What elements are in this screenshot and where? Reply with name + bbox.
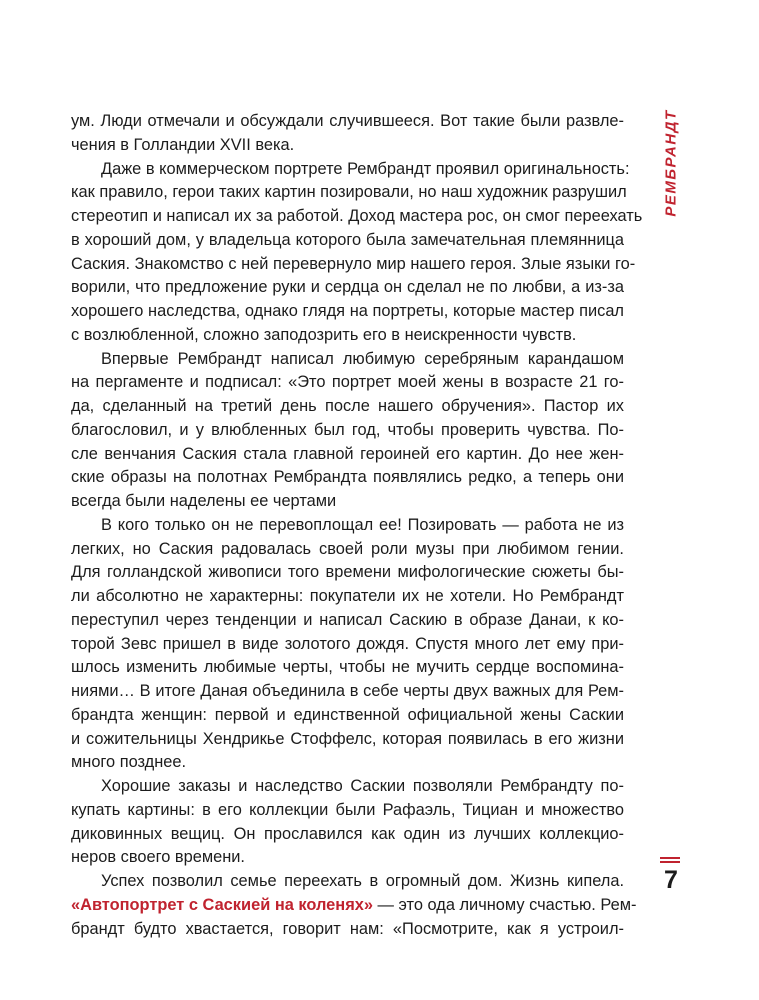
text-line: и сожительницы Хендрикье Стоффелс, которая появилась в его жизни: [71, 729, 624, 748]
text-line: купать картины: в его коллекции были Рафаэль, Тициан и множество: [71, 800, 624, 819]
text-line: Для голландской живописи того времени мифологические сюжеты бы-: [71, 563, 624, 582]
text-line: с возлюбленной, сложно заподозрить его в неискренности чувств.: [71, 325, 577, 344]
page-number: 7: [664, 866, 678, 894]
page-marker-stripes: [660, 857, 680, 865]
text-line: всегда были наделены ее чертами: [71, 492, 337, 510]
paragraph-first-line: Успех позволил семье переехать в огромный дом. Жизнь кипела.: [101, 872, 624, 890]
text-line: брандт будто хвастается, говорит нам: «Посмотрите, как я устроил-: [71, 919, 624, 938]
text-line: неров своего времени.: [71, 848, 245, 867]
text-line: брандта женщин: первой и единственной официальной жены Саскии: [71, 705, 624, 724]
text-line: ли абсолютно не характерны: покупатели их не хотели. Но Рембрандт: [71, 587, 624, 605]
text-line: ум. Люди отмечали и обсуждали случившееся. Вот такие были развле-: [71, 112, 624, 130]
marker-stripe: [660, 857, 680, 859]
text-line: Саския. Знакомство с ней перевернуло мир нашего героя. Злые языки го-: [71, 254, 636, 273]
paragraph-first-line: Хорошие заказы и наследство Саскии позволяли Рембрандту по-: [101, 777, 624, 795]
text-line: диковинных вещиц. Он прославился как один из лучших коллекцио-: [71, 824, 624, 843]
paragraph-first-line: В кого только он не перевоплощал ее! Позировать — работа не из: [101, 515, 624, 534]
text-line: торой Зевс пришел в виде золотого дождя. Спустя много лет ему при-: [71, 634, 624, 653]
text-line: благословил, и у влюбленных был год, чтобы проверить чувства. По-: [71, 420, 624, 439]
body-text: [71, 110, 643, 941]
text-fragment: — это ода личному счастью. Рем-: [373, 895, 637, 914]
text-line: в хороший дом, у владельца которого была замечательная племянница: [71, 230, 624, 249]
running-head: [657, 96, 685, 230]
marker-stripe: [660, 861, 680, 863]
text-line: стереотип и написал их за работой. Доход мастера рос, он смог переехать: [71, 207, 643, 225]
text-line: ворили, что предложение руки и сердца он сделал не по любви, а из-за: [71, 278, 624, 297]
text-line: ниями… В итоге Даная объединила в себе черты двух важных для Рем-: [71, 682, 624, 700]
text-line-with-title: [71, 894, 637, 918]
paragraph-first-line: Даже в коммерческом портрете Рембрандт проявил оригинальность:: [101, 159, 630, 178]
text-line: шлось изменить любимые черты, чтобы не мучить сердце воспомина-: [71, 658, 624, 677]
text-line: хорошего наследства, однако глядя на портреты, которые мастер писал: [71, 302, 624, 320]
text-line: чения в Голландии XVII века.: [71, 135, 295, 154]
artwork-title: «Автопортрет с Саскией на коленях»: [71, 895, 373, 914]
text-line: да, сделанный на третий день после нашего обручения». Пастор их: [71, 397, 624, 415]
text-line: ские образы на полотнах Рембрандта появлялись редко, а теперь они: [71, 468, 624, 487]
text-line: на пергаменте и подписал: «Это портрет моей жены в возрасте 21 го-: [71, 373, 624, 392]
paragraph-first-line: Впервые Рембрандт написал любимую серебряным карандашом: [101, 349, 624, 368]
text-line: как правило, герои таких картин позировали, но наш художник разрушил: [71, 183, 627, 202]
text-line: переступил через тенденции и написал Саскию в образе Данаи, к ко-: [71, 610, 624, 629]
text-line: легких, но Саския радовалась своей роли музы при любимом гении.: [71, 539, 624, 558]
text-line: сле венчания Саския стала главной героиней его картин. До нее жен-: [71, 444, 624, 463]
text-line: много позднее.: [71, 753, 187, 772]
running-head-text: РЕМБРАНДТ: [662, 109, 680, 217]
